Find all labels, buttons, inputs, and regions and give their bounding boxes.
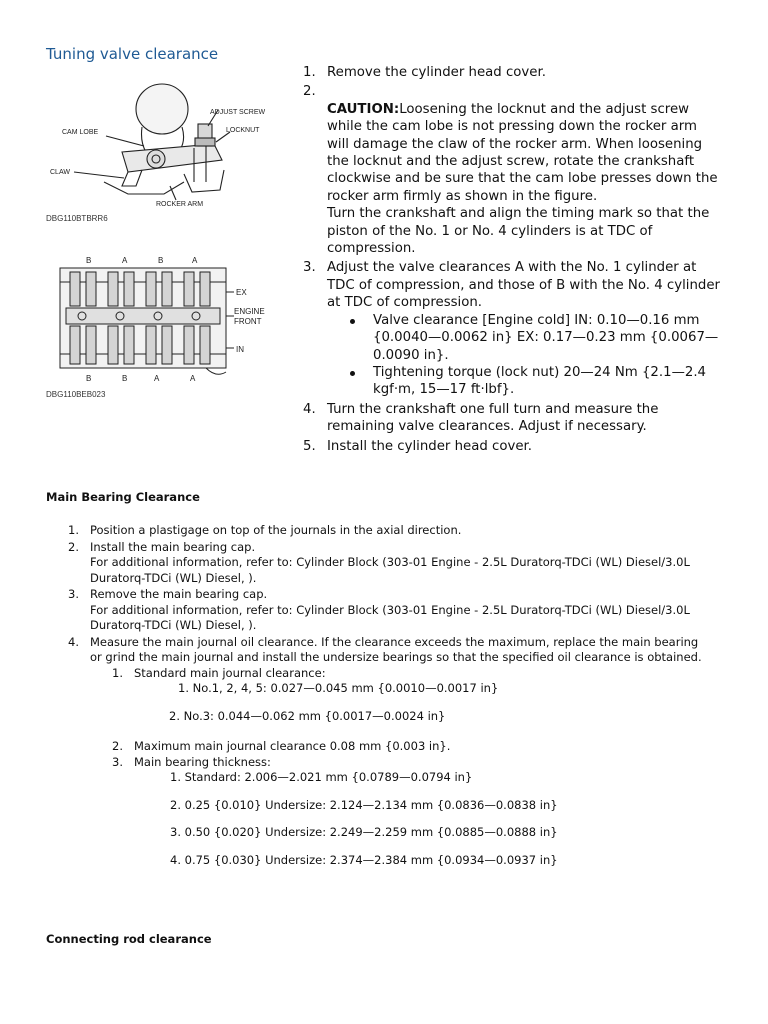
valve-label-b: B	[122, 374, 128, 383]
valve-label-b: B	[158, 256, 164, 265]
list-item	[112, 666, 708, 725]
valve-label-a: A	[192, 256, 198, 265]
figure-caption: DBG110BTBRR6	[46, 214, 108, 223]
rocker-arm-label: ROCKER ARM	[156, 201, 204, 208]
step-number: 2.	[303, 84, 316, 100]
step-text: Turn the crankshaft and align the timing mark so that the piston of the No. 1 or No. 4 cylinders is at TDC of compression.	[327, 206, 710, 257]
list-item	[303, 401, 723, 436]
list-item	[303, 438, 723, 455]
step-text: Install the main bearing cap.	[90, 539, 256, 554]
spec-line: 4. 0.75 {0.030} Undersize: 2.374—2.384 mm {0.0934—0.0937 in}	[170, 852, 558, 867]
step-number: 2.	[112, 739, 123, 753]
spec-line: 3. 0.50 {0.020} Undersize: 2.249—2.259 mm {0.0885—0.0888 in}	[170, 825, 558, 839]
page-title: Tuning valve clearance	[46, 45, 219, 63]
adjust-screw-label: ADJUST SCREW	[210, 109, 266, 116]
step-number: 5.	[303, 438, 316, 454]
connecting-rod-heading: Connecting rod clearance	[46, 932, 212, 946]
step-text: Maximum main journal clearance 0.08 mm {0.003 in}.	[134, 739, 451, 753]
list-item	[68, 635, 708, 869]
step-number: 3.	[112, 754, 123, 769]
step-number: 4.	[303, 401, 316, 417]
list-item	[68, 523, 708, 539]
step-text: Position a plastigage on top of the journals in the axial direction.	[90, 523, 462, 537]
step-number: 1.	[68, 523, 79, 537]
bullet-item: Valve clearance [Engine cold] IN: 0.10—0.16 mm {0.0040—0.0062 in} EX: 0.17—0.23 mm {0.0067—0.0090 in}.	[347, 312, 723, 364]
step-text: Main bearing thickness:	[134, 754, 271, 769]
reference-info: For additional information, refer to: Cylinder Block (303-01 Engine - 2.5L Duratorq-TDCi (WL) Diesel/3.0L Duratorq-TDCi (WL) Diesel, ).	[90, 602, 690, 632]
valve-label-a: A	[190, 374, 196, 383]
valve-label-b: B	[86, 256, 92, 265]
valve-label-b: B	[86, 374, 92, 383]
spec-line: 2. 0.25 {0.010} Undersize: 2.124—2.134 mm {0.0836—0.0838 in}	[170, 797, 558, 812]
step-text: Remove the main bearing cap.	[90, 587, 268, 601]
caution-note	[327, 101, 723, 205]
list-item	[68, 540, 708, 587]
step-number: 1.	[112, 665, 123, 680]
list-item	[303, 83, 723, 257]
main-bearing-steps	[68, 523, 708, 880]
step-number: 3.	[303, 260, 316, 276]
spec-line: 1. Standard: 2.006—2.021 mm {0.0789—0.0794 in}	[170, 770, 473, 784]
spec-line: 1. No.1, 2, 4, 5: 0.027—0.045 mm {0.0010—0.0017 in}	[178, 681, 499, 695]
ex-label: EX	[236, 288, 247, 297]
cam-lobe-label: CAM LOBE	[62, 129, 99, 136]
caution-text: Loosening the locknut and the adjust screw while the cam lobe is not pressing down the rocker arm will damage the claw of the rocker arm. When loosening the locknut and the adjust screw, rotate the crankshaft clockwise and be sure that the cam lobe presses down the rocker arm firmly as shown in the figure.	[327, 101, 718, 204]
in-label: IN	[236, 345, 244, 354]
rocker-arm-figure	[44, 82, 280, 210]
main-bearing-heading: Main Bearing Clearance	[46, 490, 200, 504]
reference-info: For additional information, refer to: Cylinder Block (303-01 Engine - 2.5L Duratorq-TDCi (WL) Diesel/3.0L Duratorq-TDCi (WL) Diesel, ).	[90, 555, 690, 585]
valve-clearance-steps	[303, 64, 723, 457]
engine-label: ENGINE	[234, 307, 265, 316]
caution-label: CAUTION:	[327, 101, 400, 117]
front-label: FRONT	[234, 317, 262, 326]
list-item	[303, 64, 723, 81]
valve-label-a: A	[122, 256, 128, 265]
step-number: 2.	[68, 539, 79, 554]
list-item	[112, 755, 708, 869]
spec-bullets	[327, 312, 723, 399]
step-text: Remove the cylinder head cover.	[327, 65, 546, 80]
list-item	[303, 259, 723, 398]
step-number: 3.	[68, 587, 79, 601]
step-text: Turn the crankshaft one full turn and measure the remaining valve clearances. Adjust if necessary.	[327, 401, 659, 435]
list-item	[112, 739, 708, 755]
step-text: Standard main journal clearance:	[134, 665, 326, 680]
sub-steps	[90, 666, 708, 869]
step-number: 4.	[68, 634, 79, 649]
cylinder-head-figure	[46, 252, 276, 384]
spec-line: 2. No.3: 0.044—0.062 mm {0.0017—0.0024 in}	[169, 708, 446, 723]
step-text: Measure the main journal oil clearance. If the clearance exceeds the maximum, replace the main bearing or grind the main journal and install the undersize bearings so that the specified oil clearance is obtained.	[90, 634, 702, 664]
valve-label-a: A	[154, 374, 160, 383]
step-number: 1.	[303, 65, 316, 80]
bullet-item: Tightening torque (lock nut) 20—24 Nm {2.1—2.4 kgf·m, 15—17 ft·lbf}.	[347, 364, 723, 399]
step-text: Adjust the valve clearances A with the No. 1 cylinder at TDC of compression, and those of B with the No. 4 cylinder at TDC of compression.	[327, 260, 720, 311]
figure-caption: DBG110BEB023	[46, 390, 106, 399]
claw-label: CLAW	[50, 169, 70, 176]
step-text: Install the cylinder head cover.	[327, 438, 533, 454]
list-item	[68, 587, 708, 634]
locknut-label: LOCKNUT	[226, 127, 260, 134]
